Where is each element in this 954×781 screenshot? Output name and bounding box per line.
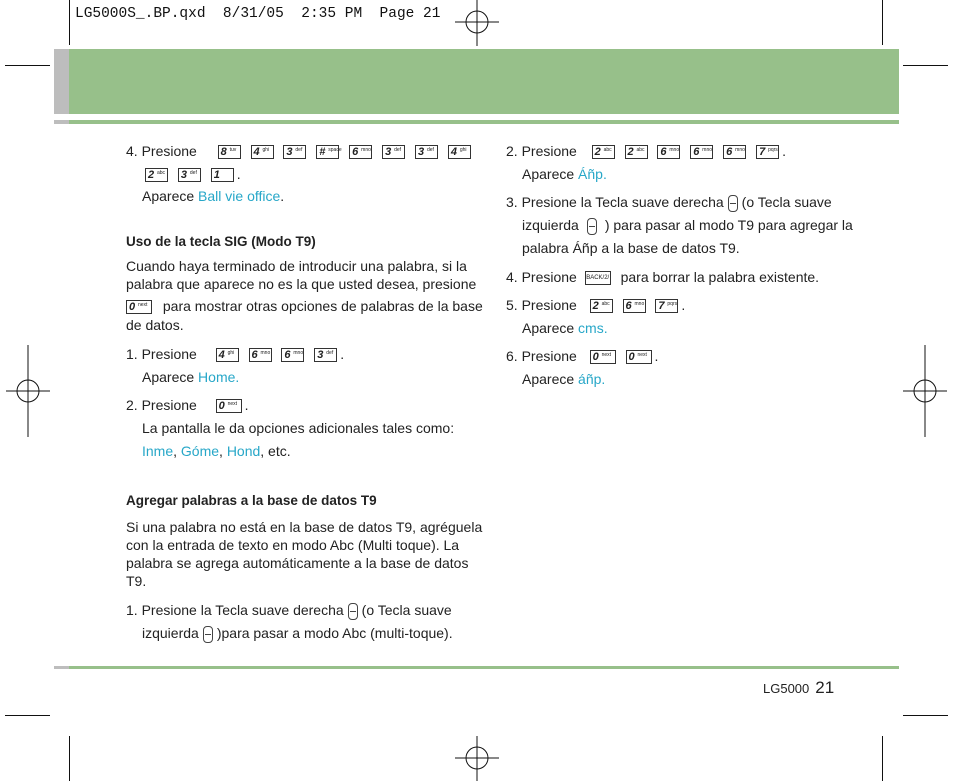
section-title-t9: Uso de la tecla SIG (Modo T9): [126, 234, 316, 249]
key-4-icon: 4 ghi: [216, 348, 239, 362]
key-3-icon: 3 def: [415, 145, 438, 159]
key-3-icon: 3 def: [314, 348, 337, 362]
soft-key-icon: [203, 626, 213, 643]
key-3-icon: 3 def: [178, 168, 201, 182]
s1-step-1-result: Aparece Home.: [142, 369, 240, 385]
key-2-icon: 2 abc: [590, 299, 613, 313]
crop-mark: [69, 736, 70, 781]
section1-body-line: Cuando haya terminado de introducir una palabra, si la: [126, 258, 467, 274]
left-step-4: [126, 142, 474, 160]
key-6-icon: 6 mno: [723, 145, 746, 159]
right-step-5: 5. Presione 2 abc 6 mno 7 pqrs .: [506, 297, 686, 313]
key-0-icon: 0 next: [590, 350, 616, 364]
soft-key-icon: [587, 218, 597, 235]
right-step-3-line3: palabra Áñp a la base de datos T9.: [522, 240, 740, 256]
key-0-icon: 0 next: [126, 300, 152, 314]
right-step-2-result: Aparece Áñp.: [522, 166, 607, 182]
key-6-icon: 6 mno: [623, 299, 646, 313]
crop-mark: [5, 715, 50, 716]
file-slug: LG5000S_.BP.qxd 8/31/05 2:35 PM Page 21: [75, 6, 441, 22]
right-step-3-line2: izquierda ) para pasar al modo T9 para agregar la: [522, 217, 853, 233]
left-step-4-result: Aparece Ball vie office.: [142, 188, 285, 204]
key-2-icon: 2 abc: [592, 145, 615, 159]
section2-body-line: con la entrada de texto en modo Abc (Multi toque). La: [126, 537, 460, 553]
registration-mark-left: [6, 345, 50, 437]
page-footer: [763, 678, 834, 698]
key-6-icon: 6 mno: [349, 145, 372, 159]
key-7-icon: 7 pqrs: [756, 145, 779, 159]
key-3-icon: 3 def: [283, 145, 306, 159]
s1-step-2-options: Inme, Góme, Hond, etc.: [142, 443, 291, 459]
soft-key-icon: [728, 195, 738, 212]
soft-key-icon: [348, 603, 358, 620]
key-0-icon: 0 next: [216, 399, 242, 413]
back-key-icon: BACK/2/: [585, 271, 611, 285]
section1-body-line: palabra que aparece no es la que usted desea, presione: [126, 276, 477, 292]
crop-mark: [903, 715, 948, 716]
key-8-icon: 8 tuv: [218, 145, 241, 159]
crop-mark: [882, 0, 883, 45]
model-name: LG5000: [763, 681, 810, 696]
key-6-icon: 6 mno: [249, 348, 272, 362]
header-band: [69, 49, 899, 114]
key-6-icon: 6 mno: [281, 348, 304, 362]
key-2-icon: 2 abc: [145, 168, 168, 182]
registration-mark-top: [455, 0, 499, 46]
s2-step-1-line1: 1. Presione la Tecla suave derecha (o Tecla suave: [126, 602, 452, 618]
right-step-4: 4. Presione BACK/2/ para borrar la palabra existente.: [506, 269, 820, 285]
key-1-icon: 1: [211, 168, 234, 182]
footer-rule: [69, 666, 899, 669]
s1-step-1: 1. Presione 4 ghi 6 mno 6 mno 3 def .: [126, 346, 345, 362]
key-6-icon: 6 mno: [657, 145, 680, 159]
section1-body-line: de datos.: [126, 317, 184, 333]
s1-step-2-line2: La pantalla le da opciones adicionales tales como:: [142, 420, 455, 436]
right-step-6-result: Aparece áñp.: [522, 371, 606, 387]
key-3-icon: 3 def: [382, 145, 405, 159]
key-4-icon: 4 ghi: [251, 145, 274, 159]
s1-step-2: 2. Presione 0 next .: [126, 397, 249, 413]
s2-step-1-line2: izquierda )para pasar a modo Abc (multi-toque).: [142, 625, 453, 641]
crop-mark: [5, 65, 50, 66]
right-step-5-result: Aparece cms.: [522, 320, 608, 336]
step-label: 4. Presione: [126, 143, 197, 159]
right-step-3-line1: 3. Presione la Tecla suave derecha (o Tecla suave: [506, 194, 832, 210]
right-step-2: 2. Presione 2 abc 2 abc 6 mno 6 mno 6 mno 7 pqrs .: [506, 143, 786, 159]
crop-mark: [903, 65, 948, 66]
section1-body-line: 0 next para mostrar otras opciones de palabras de la base: [126, 297, 483, 315]
key-7-icon: 7 pqrs: [655, 299, 678, 313]
crop-mark: [69, 0, 70, 45]
header-band-gray: [54, 49, 69, 114]
left-step-4-keys-cont: 2 abc 3 def 1 .: [142, 165, 241, 183]
key-hash-icon: # space: [316, 145, 339, 159]
key-0-icon: 0 next: [626, 350, 652, 364]
registration-mark-right: [903, 345, 947, 437]
key-6-icon: 6 mno: [690, 145, 713, 159]
header-rule: [69, 120, 899, 124]
registration-mark-bottom: [455, 736, 499, 781]
result-word: Ball vie office: [198, 188, 281, 204]
right-step-6: 6. Presione 0 next 0 next .: [506, 348, 659, 364]
key-2-icon: 2 abc: [625, 145, 648, 159]
key-4-icon: 4 ghi: [448, 145, 471, 159]
section2-body-line: T9.: [126, 573, 147, 589]
section-title-add-words: Agregar palabras a la base de datos T9: [126, 493, 377, 508]
crop-mark: [882, 736, 883, 781]
section2-body-line: Si una palabra no está en la base de datos T9, agréguela: [126, 519, 483, 535]
section2-body-line: palabra se agrega automáticamente a la base de datos: [126, 555, 469, 571]
page-number: 21: [815, 678, 835, 697]
